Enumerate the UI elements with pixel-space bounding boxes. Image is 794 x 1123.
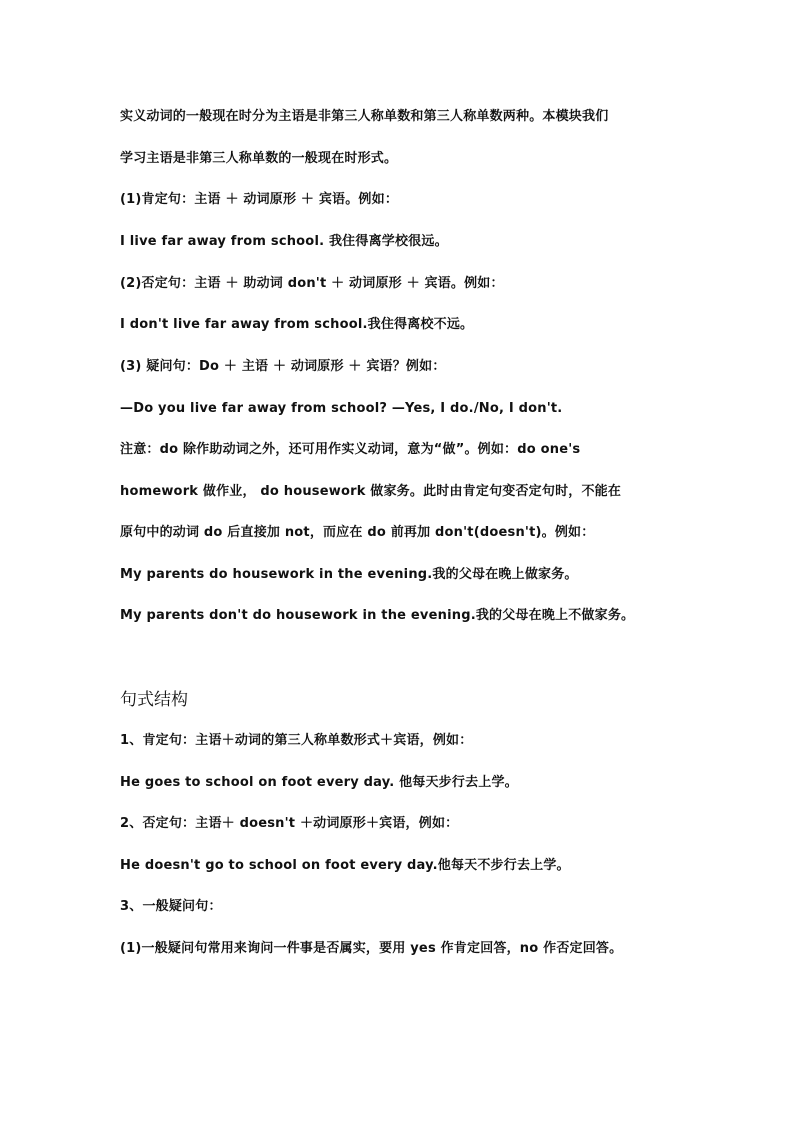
- text-line: (3) 疑问句：Do ＋ 主语 ＋ 动词原形 ＋ 宾语？例如：: [120, 359, 446, 374]
- text-line: 1、肯定句：主语＋动词的第三人称单数形式＋宾语，例如：: [120, 733, 473, 748]
- text-line: My parents do housework in the evening.我的父母在晚上做家务。: [120, 567, 578, 582]
- text-line: homework 做作业， do housework 做家务。此时由肯定句变否定句时，不能在: [120, 484, 622, 499]
- text-line: I don't live far away from school.我住得离校不远。: [120, 317, 474, 332]
- text-line: My parents don't do housework in the evening.我的父母在晚上不做家务。: [120, 608, 635, 623]
- text-line: I live far away from school. 我住得离学校很远。: [120, 234, 448, 249]
- text-line: 2、否定句：主语＋ doesn't ＋动词原形＋宾语，例如：: [120, 816, 459, 831]
- text-line: (1)肯定句：主语 ＋ 动词原形 ＋ 宾语。例如：: [120, 192, 399, 207]
- text-line: —Do you live far away from school? —Yes, I do./No, I don't.: [120, 401, 563, 416]
- text-line: (2)否定句：主语 ＋ 助动词 don't ＋ 动词原形 ＋ 宾语。例如：: [120, 276, 504, 291]
- text-line: (1)一般疑问句常用来询问一件事是否属实，要用 yes 作肯定回答，no 作否定回答。: [120, 941, 623, 956]
- text-line: He doesn't go to school on foot every day.他每天不步行去上学。: [120, 858, 570, 873]
- text-line: 学习主语是非第三人称单数的一般现在时形式。: [120, 151, 398, 166]
- section-heading: 句式结构: [120, 690, 188, 710]
- text-line: 注意：do 除作助动词之外，还可用作实义动词，意为“做”。例如：do one's: [120, 442, 581, 457]
- text-line: 原句中的动词 do 后直接加 not，而应在 do 前再加 don't(doesn't)。例如：: [120, 525, 595, 540]
- text-line: He goes to school on foot every day. 他每天步行去上学。: [120, 775, 518, 790]
- text-line: 实义动词的一般现在时分为主语是非第三人称单数和第三人称单数两种。本模块我们: [120, 109, 609, 124]
- text-line: 3、一般疑问句：: [120, 899, 222, 914]
